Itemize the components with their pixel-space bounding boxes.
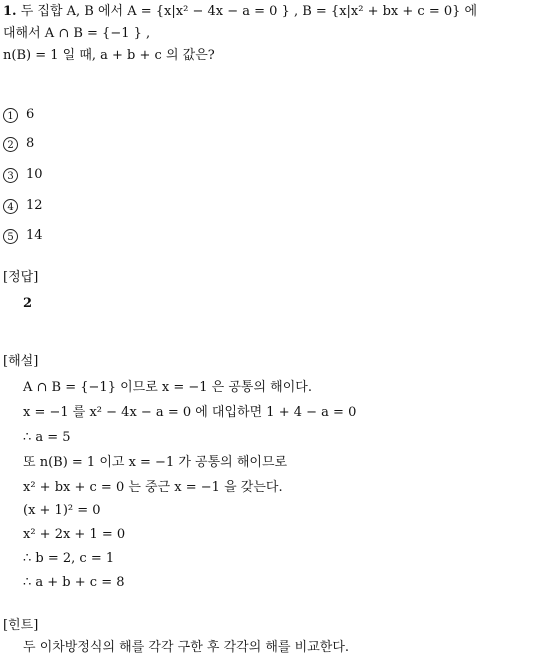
- solution-line-8: ∴ b = 2, c = 1: [23, 551, 115, 566]
- choice-3[interactable]: [3, 167, 43, 184]
- answer-value: 2: [23, 296, 33, 311]
- choice-4[interactable]: [3, 198, 43, 215]
- solution-line-3: ∴ a = 5: [23, 430, 71, 445]
- question-line-1: [3, 4, 477, 20]
- question-text-1: 두 집합 A, B 에서 A = {x|x² − 4x − a = 0 } , B = {x|x² + bx + c = 0} 에: [20, 4, 478, 19]
- choice-5[interactable]: [3, 228, 43, 245]
- solution-line-4: 또 n(B) = 1 이고 x = −1 가 공통의 해이므로: [23, 455, 288, 470]
- question-number: 1.: [3, 4, 17, 19]
- choice-value-2: 8: [26, 136, 35, 151]
- answer-label: [정답]: [3, 270, 39, 285]
- hint-label: [힌트]: [3, 618, 39, 633]
- choice-value-3: 10: [26, 167, 43, 182]
- solution-line-1: A ∩ B = {−1} 이므로 x = −1 은 공통의 해이다.: [23, 380, 312, 395]
- hint-text: 두 이차방정식의 해를 각각 구한 후 각각의 해를 비교한다.: [23, 640, 350, 655]
- choice-number-4: 4: [3, 199, 18, 214]
- choice-value-5: 14: [26, 228, 43, 243]
- choice-number-2: 2: [3, 137, 18, 152]
- choice-value-4: 12: [26, 198, 43, 213]
- choice-number-1: 1: [3, 108, 18, 123]
- solution-line-9: ∴ a + b + c = 8: [23, 575, 125, 590]
- choice-number-5: 5: [3, 229, 18, 244]
- question-line-2: 대해서 A ∩ B = {−1 } ,: [3, 26, 151, 41]
- solution-line-6: (x + 1)² = 0: [23, 503, 101, 518]
- choice-2[interactable]: [3, 136, 34, 153]
- solution-line-7: x² + 2x + 1 = 0: [23, 527, 126, 542]
- solution-line-2: x = −1 를 x² − 4x − a = 0 에 대입하면 1 + 4 − a = 0: [23, 405, 357, 420]
- question-line-3: n(B) = 1 일 때, a + b + c 의 값은?: [3, 48, 215, 63]
- choice-1[interactable]: [3, 107, 34, 124]
- choice-value-1: 6: [26, 107, 35, 122]
- solution-line-5: x² + bx + c = 0 는 중근 x = −1 을 갖는다.: [23, 480, 283, 495]
- solution-label: [해설]: [3, 354, 39, 369]
- choice-number-3: 3: [3, 168, 18, 183]
